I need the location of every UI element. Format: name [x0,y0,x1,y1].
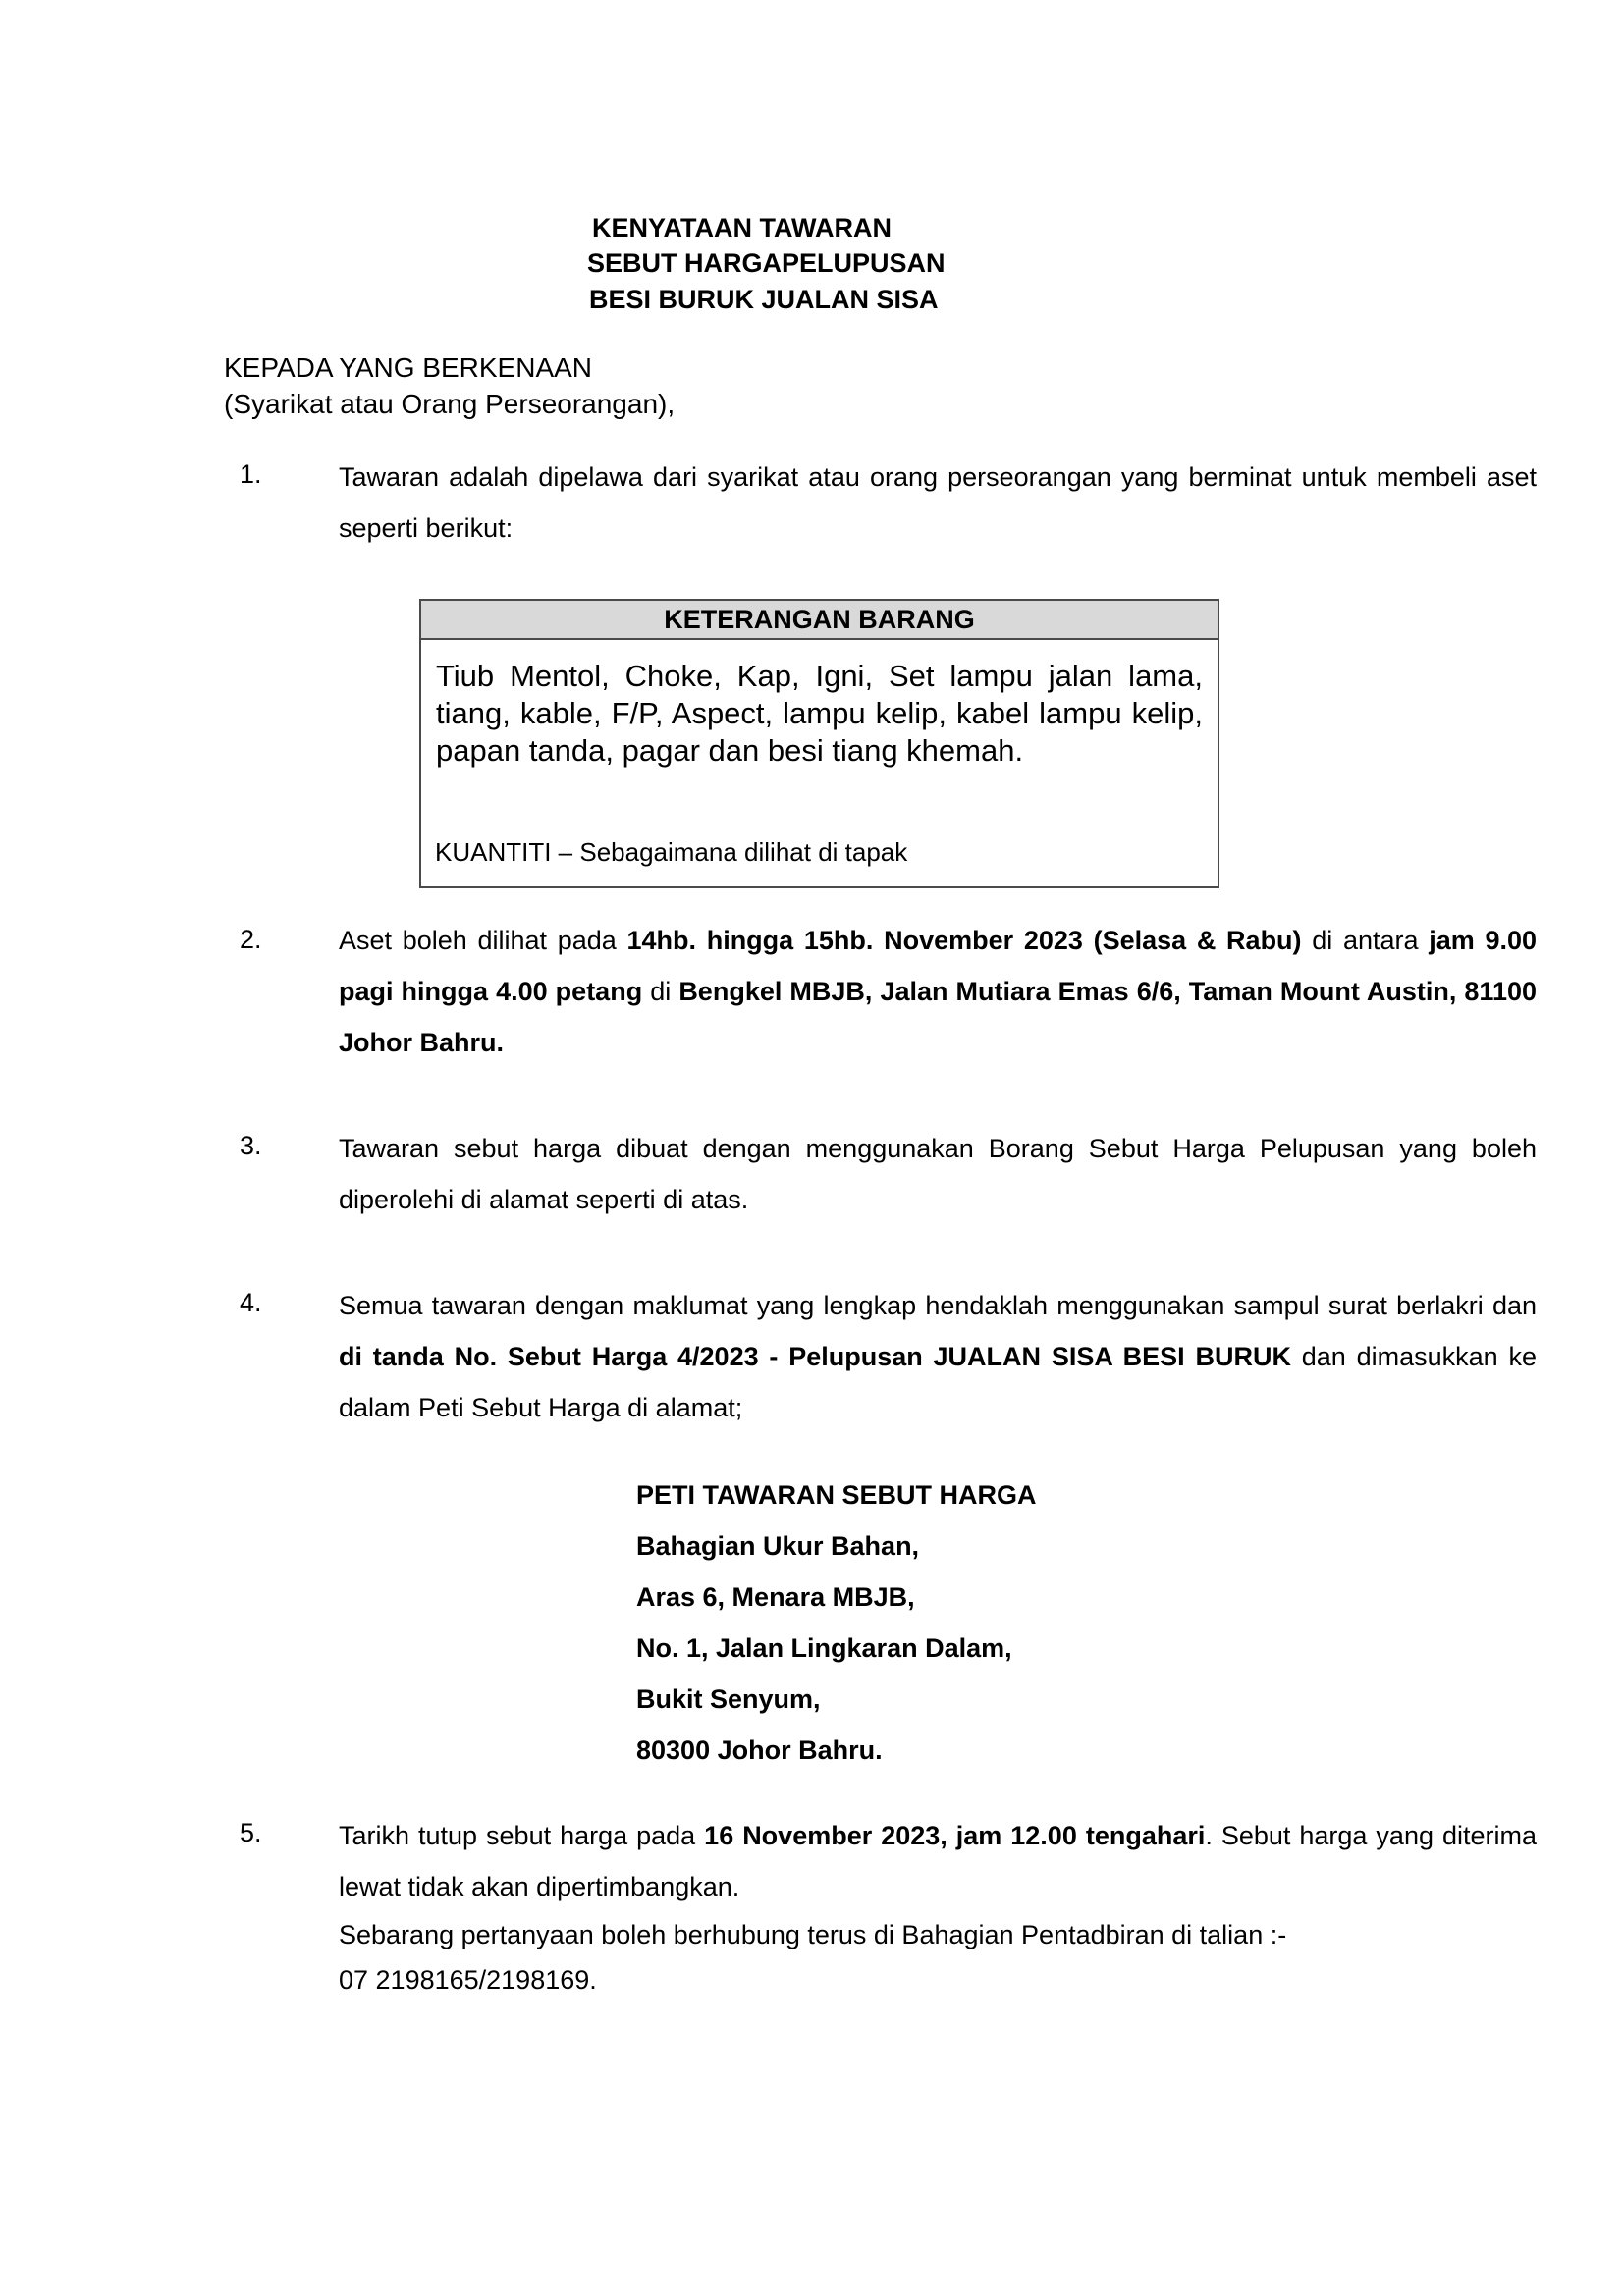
item-3-number: 3. [240,1131,262,1160]
goods-box-description: Tiub Mentol, Choke, Kap, Igni, Set lampu jalan lama, tiang, kable, F/P, Aspect, lampu kelip, kabel lampu kelip, papan tanda, pagar dan besi tiang khemah. [436,659,1203,768]
item-5-number: 5. [240,1818,262,1847]
address-line-4: No. 1, Jalan Lingkaran Dalam, [636,1633,1012,1663]
salutation [224,349,675,422]
goods-box-heading: KETERANGAN BARANG [421,601,1218,640]
item-5-phone-numbers: 07 2198165/2198169. [339,1965,597,1995]
item-5-text-part-2: . Sebut harga yang diterima lewat tidak akan dipertimbangkan. [339,1821,1537,1901]
item-2-location: Bengkel MBJB, Jalan Mutiara Emas 6/6, Taman Mount Austin, 81100 Johor Bahru. [339,977,1537,1057]
item-2-number: 2. [240,925,262,954]
item-1-text: Tawaran adalah dipelawa dari syarikat atau orang perseorangan yang berminat untuk membeli aset seperti berikut: [339,462,1537,543]
address-line-5: Bukit Senyum, [636,1684,821,1714]
salutation-line-1: KEPADA YANG BERKENAAN [224,352,593,383]
address-line-6: 80300 Johor Bahru. [636,1735,883,1765]
address-line-1: PETI TAWARAN SEBUT HARGA [636,1480,1037,1510]
item-5-contact-line: Sebarang pertanyaan boleh berhubung terus di Bahagian Pentadbiran di talian :- [339,1920,1287,1949]
item-4-reference: di tanda No. Sebut Harga 4/2023 - Pelupusan JUALAN SISA BESI BURUK [339,1342,1291,1371]
item-4-text-part-2: dan dimasukkan ke dalam Peti Sebut Harga di alamat; [339,1342,1538,1422]
item-2-text-part-2: di antara [1301,926,1430,955]
item-2-time: jam 9.00 pagi hingga 4.00 petang [339,926,1537,1006]
item-3-text: Tawaran sebut harga dibuat dengan menggunakan Borang Sebut Harga Pelupusan yang boleh diperolehi di alamat seperti di atas. [339,1134,1537,1214]
item-1-number: 1. [240,459,262,489]
item-2-text [339,915,1537,1068]
title-line-2: SEBUT HARGAPELUPUSAN [587,248,946,278]
address-block [636,1469,1037,1776]
goods-box-quantity: KUANTITI – Sebagaimana dilihat di tapak [435,837,908,867]
item-2-text-part-3: di [642,977,679,1006]
item-4-text [339,1280,1537,1433]
item-5-text-part-1: Tarikh tutup sebut harga pada [339,1821,705,1850]
item-2-text-part-1: Aset boleh dilihat pada [339,926,627,955]
item-4-number: 4. [240,1288,262,1317]
salutation-line-2: (Syarikat atau Orang Perseorangan), [224,389,676,419]
title-line-1: KENYATAAN TAWARAN [592,213,893,242]
title-line-3: BESI BURUK JUALAN SISA [589,285,939,314]
item-4-text-part-1: Semua tawaran dengan maklumat yang lengkap hendaklah menggunakan sampul surat berlakri dan [339,1291,1537,1320]
item-2-dates: 14hb. hingga 15hb. November 2023 (Selasa & Rabu) [626,926,1302,955]
item-5-closing-date: 16 November 2023, jam 12.00 tengahari [704,1821,1206,1850]
item-5-paragraph [339,1810,1537,1912]
address-line-3: Aras 6, Menara MBJB, [636,1582,915,1612]
address-line-2: Bahagian Ukur Bahan, [636,1531,920,1561]
item-5-text [339,1810,1537,2002]
